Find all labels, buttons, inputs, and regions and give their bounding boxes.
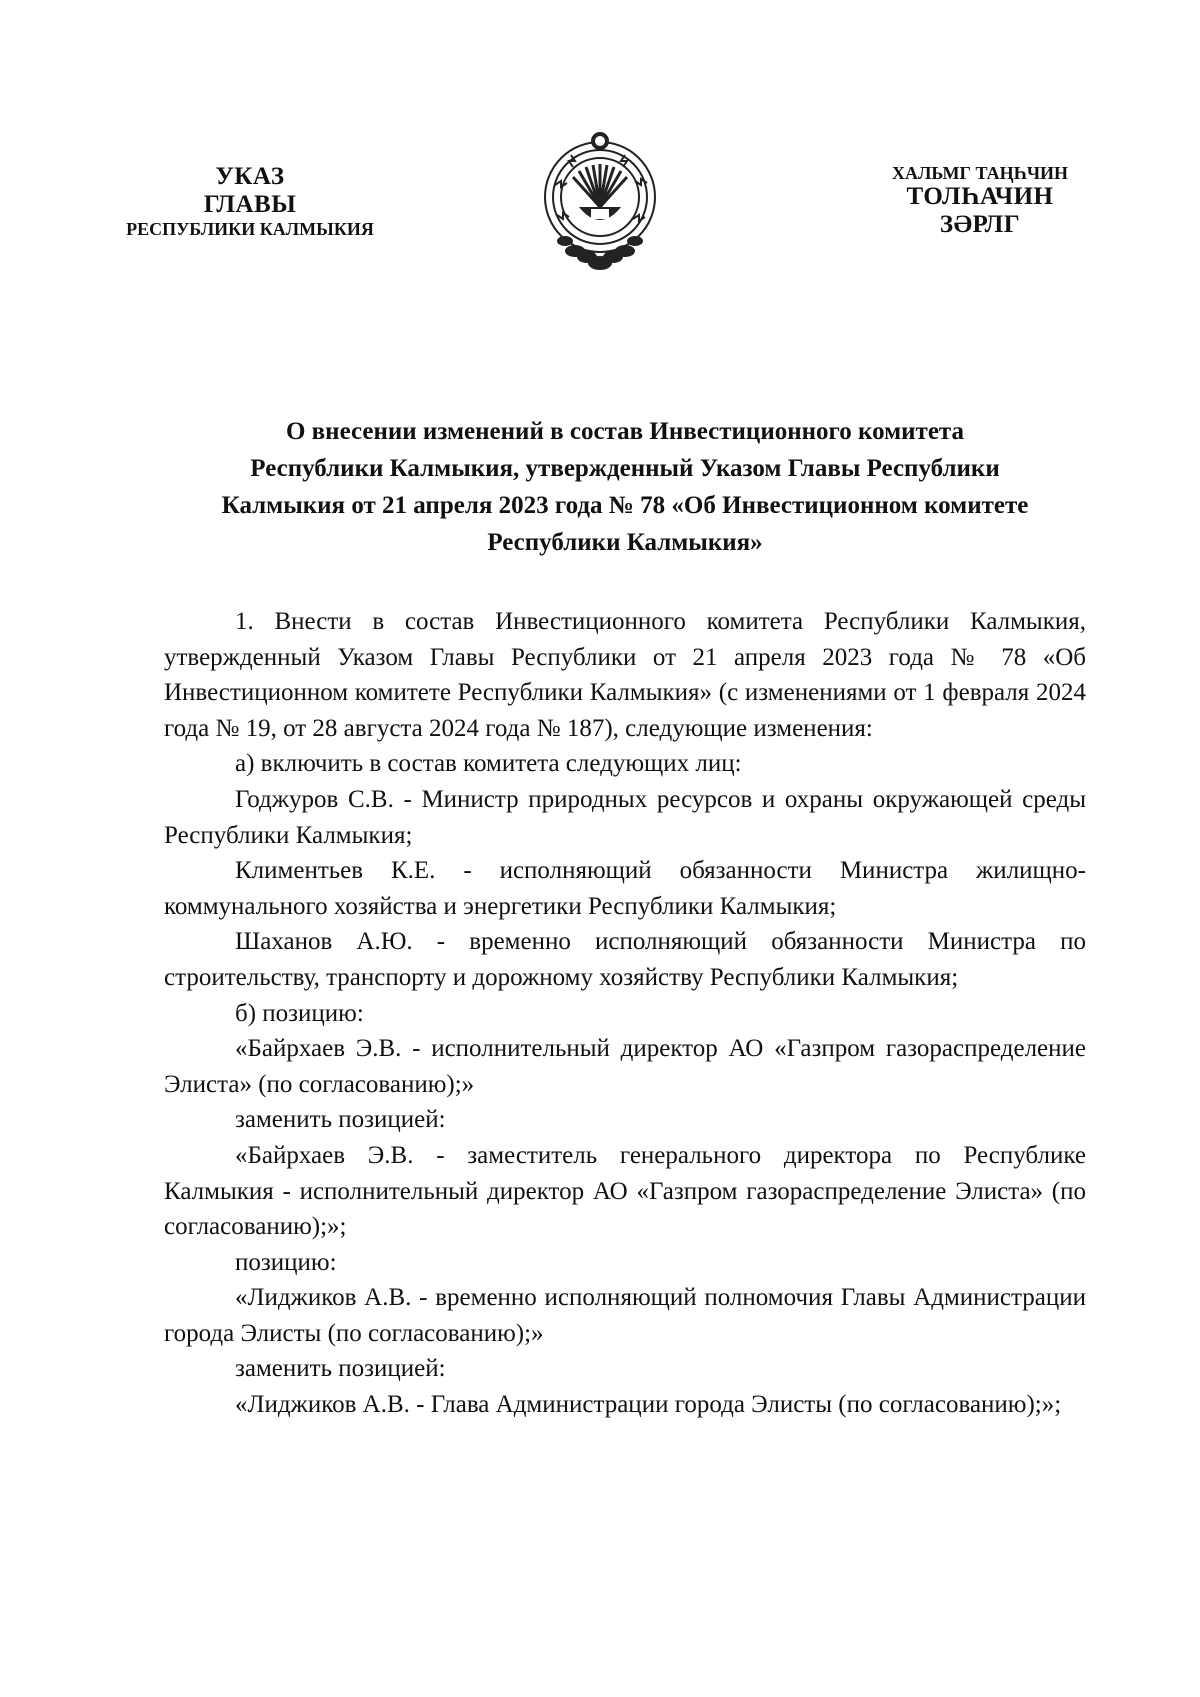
- paragraph-8: заменить позицией:: [235, 1106, 446, 1134]
- title-line3: Калмыкия от 21 апреля 2023 года № 78 «Об Инвестиционном комитете: [221, 492, 1029, 519]
- paragraph-3: Годжуров С.В. - Министр природных ресурсов и охраны окружающей среды Республики Калмыкия;: [164, 785, 1086, 849]
- title-line4: Республики Калмыкия»: [487, 529, 763, 556]
- header-left-line1: УКАЗ: [215, 163, 285, 190]
- title-line1: О внесении изменений в состав Инвестиционного комитета: [285, 418, 965, 445]
- paragraph-11: «Лиджиков А.В. - временно исполняющий полномочия Главы Администрации города Элисты (по согласованию);»: [164, 1284, 1086, 1347]
- paragraph-9: «Байрхаев Э.В. - заместитель генерального директора по Республике Калмыкия - исполнительный директор АО «Газпром газораспределение Элиста» (по согласованию);»;: [164, 1141, 1086, 1241]
- header-right-line3: ЗӘРЛГ: [939, 211, 1021, 239]
- document-body: [164, 604, 1086, 1423]
- paragraph-6: б) позицию:: [235, 999, 364, 1027]
- header-right: [845, 163, 1115, 239]
- header-left-line3: РЕСПУБЛИКИ КАЛМЫКИЯ: [126, 219, 374, 239]
- header-right-line2: ТОЛҺАЧИН: [906, 183, 1054, 211]
- title-line2: Республики Калмыкия, утвержденный Указом Главы Республики: [250, 455, 1000, 482]
- header-left: [90, 163, 410, 239]
- paragraph-7: «Байрхаев Э.В. - исполнительный директор АО «Газпром газораспределение Элиста» (по согласованию);»: [164, 1035, 1086, 1098]
- paragraph-2: а) включить в состав комитета следующих лиц:: [235, 750, 742, 778]
- paragraph-10: позицию:: [235, 1248, 337, 1276]
- kalmykia-coat-of-arms-icon: [535, 125, 665, 285]
- paragraph-13: «Лиджиков А.В. - Глава Администрации города Элисты (по согласованию);»;: [235, 1391, 1062, 1419]
- paragraph-5: Шаханов А.Ю. - временно исполняющий обязанности Министра по строительству, транспорту и дорожному хозяйству Республики Калмыкия;: [164, 928, 1086, 991]
- paragraph-4: Климентьев К.Е. - исполняющий обязанности Министра жилищно-коммунального хозяйства и энергетики Республики Калмыкия;: [164, 857, 1086, 920]
- paragraph-1: 1. Внести в состав Инвестиционного комитета Республики Калмыкия, утвержденный Указом Главы Республики от 21 апреля 2023 года № 78 «Об Инвестиционном комитете Республики Калмыкия» (с изменениями от 1 февраля 2024 года № 19, от 28 августа 2024 года № 187), следующие изменения:: [164, 608, 1086, 742]
- paragraph-12: заменить позицией:: [235, 1355, 446, 1383]
- header-left-line2: ГЛАВЫ: [203, 191, 297, 218]
- document-title: [160, 413, 1090, 561]
- header-right-line1: ХАЛЬМГ ТАҢҺЧИН: [891, 163, 1069, 183]
